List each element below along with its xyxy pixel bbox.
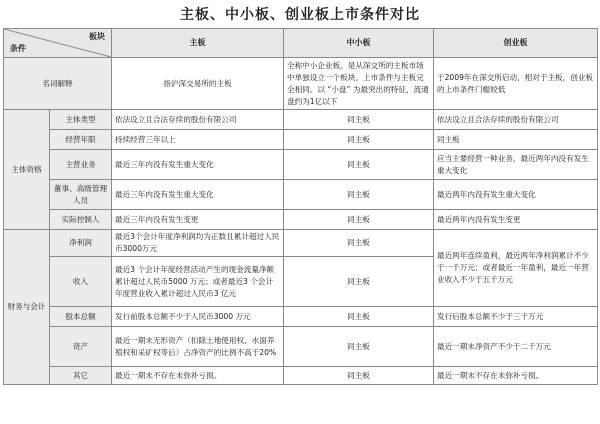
header-main-board: 主板 [112,29,284,58]
cell-gem: 发行后股本总额不少于三千万元 [434,307,598,327]
row-label: 股本总额 [50,307,112,327]
header-gem-board: 创业板 [434,29,598,58]
row-label: 资产 [50,327,112,367]
cell-gem: 最近一期末不存在未弥补亏损。 [434,367,598,385]
row-label: 董事、高级管理人员 [50,180,112,210]
row-label-definition: 名词解释 [4,58,112,110]
cell-sme: 同主板 [284,150,434,180]
cell-main: 最近三年内没有发生重大变化 [112,180,284,210]
header-corner-cell [4,29,112,58]
cell-main: 持续经营三年以上 [112,130,284,150]
cell-main: 指沪深交易所的主板 [112,58,284,110]
cell-main: 发行前股本总额不少于人民币3000 万元 [112,307,284,327]
table-row [4,150,598,180]
cell-main: 最近3 个会计年度经营活动产生的现金流量净额累计超过人民币5000 万元；或者最近3 个会计年度营业收入累计超过人民币3 亿元 [112,257,284,307]
cell-gem: 同主板 [434,130,598,150]
cell-main: 依法设立且合法存续的股份有限公司 [112,110,284,130]
cell-gem: 最近一期末净资产不少于二千万元 [434,327,598,367]
row-label: 主营业务 [50,150,112,180]
row-label: 净利润 [50,230,112,257]
cell-gem: 应当主要经营一种业务，最近两年内没有发生重大变化 [434,150,598,180]
cell-gem: 最近两年内没有发生重大变化 [434,180,598,210]
header-corner-condition: 条件 [10,44,26,53]
cell-main: 最近一期末不存在未弥补亏损。 [112,367,284,385]
row-label: 实际控制人 [50,210,112,230]
cell-sme: 同主板 [284,110,434,130]
cell-gem: 于2009年在深交所启动，相对于主板，创业板的上市条件门槛较低 [434,58,598,110]
table-row [4,130,598,150]
cell-gem: 最近两年连续盈利，最近两年净利润累计不少于一千万元；或者最近一年盈利，最近一年营业收入不少于五千万元 [434,230,598,307]
row-label: 主体类型 [50,110,112,130]
cell-sme: 同主板 [284,307,434,327]
table-row [4,307,598,327]
cell-sme: 同主板 [284,180,434,210]
table-row [4,110,598,130]
page-title: 主板、中小板、创业板上市条件对比 [180,7,420,23]
header-sme-board: 中小板 [284,29,434,58]
row-label: 经营年限 [50,130,112,150]
table-row [4,210,598,230]
cell-sme: 同主板 [284,230,434,257]
table-row [4,367,598,385]
cell-gem: 依法设立且合法存续的股份有限公司 [434,110,598,130]
cell-sme: 同主板 [284,130,434,150]
table-row [4,180,598,210]
cell-sme: 同主板 [284,257,434,307]
cell-main: 最近3个会计年度净利润均为正数且累计超过人民币3000万元 [112,230,284,257]
cell-main: 最近一期末无形资产（扣除土地使用权、水面养殖权和采矿权等后）占净资产的比例不高于20% [112,327,284,367]
cell-sme: 同主板 [284,210,434,230]
cell-main: 最近三年内没有发生重大变化 [112,150,284,180]
cell-main: 最近三年内没有发生变更 [112,210,284,230]
header-corner-sector: 板块 [89,32,105,41]
cell-sme: 同主板 [284,327,434,367]
group-label-subject: 主体资格 [4,110,50,230]
row-label: 其它 [50,367,112,385]
header-row [4,29,598,58]
table-row [4,327,598,367]
cell-gem: 最近两年内没有发生变更 [434,210,598,230]
row-label: 收入 [50,257,112,307]
group-label-finance: 财务与会计 [4,230,50,385]
table-row [4,230,598,257]
comparison-table [3,28,598,385]
cell-sme: 同主板 [284,367,434,385]
cell-sme: 全称中小企业板。是从深交所的主板市场中单独设立一个板块。上市条件与主板完全相同。以 “小盘” 为最突出的特征，流通盘约为1亿以下 [284,58,434,110]
table-row [4,58,598,110]
